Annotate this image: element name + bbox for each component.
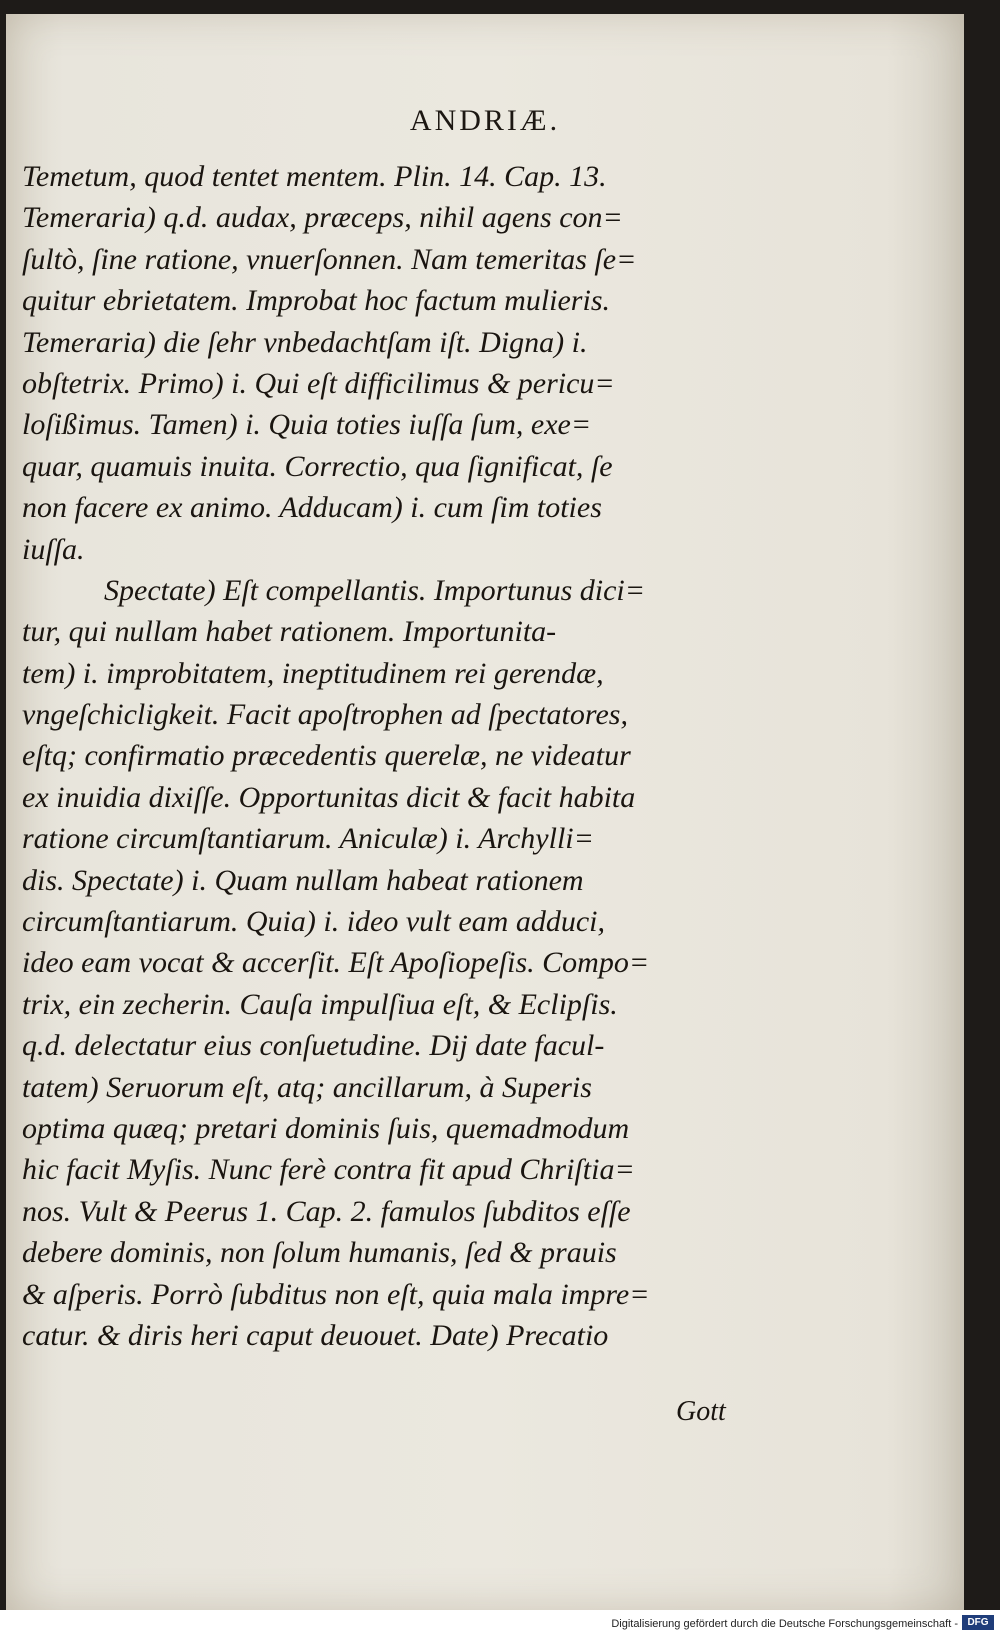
text-line: tem) i. improbitatem, ineptitudinem rei gerendæ,	[22, 656, 604, 690]
text-line: optima quæq; pretari dominis ſuis, quemadmodum	[22, 1111, 630, 1145]
text-line: & aſperis. Porrò ſubditus non eſt, quia mala impre=	[22, 1277, 650, 1311]
text-line: Temetum, quod tentet mentem. Plin. 14. Cap. 13.	[22, 160, 607, 193]
text-line: obſtetrix. Primo) i. Qui eſt difficilimus & pericu=	[22, 366, 615, 400]
text-line: vngeſchicligkeit. Facit apoſtrophen ad ſpectatores,	[22, 698, 628, 732]
text-line: hic facit Myſis. Nunc ferè contra fit apud Chriſtia=	[22, 1153, 635, 1187]
footer-credit: Digitalisierung gefördert durch die Deutsche Forschungsgemeinschaft -	[611, 1618, 958, 1630]
text-line: tatem) Seruorum eſt, atq; ancillarum, à Superis	[22, 1070, 592, 1104]
text-line: quar, quamuis inuita. Correctio, qua ſignificat, ſe	[22, 449, 613, 483]
text-line: ratione circumſtantiarum. Aniculæ) i. Archylli=	[22, 822, 594, 856]
text-line: dis. Spectate) i. Quam nullam habeat rationem	[22, 863, 584, 897]
text-line: ideo eam vocat & accerſit. Eſt Apoſiopeſis. Compo=	[22, 946, 650, 980]
text-line: Temeraria) q.d. audax, præceps, nihil agens con=	[22, 201, 623, 235]
text-line: catur. & diris heri caput deuouet. Date) Precatio	[22, 1318, 609, 1352]
text-line: debere dominis, non ſolum humanis, ſed & prauis	[22, 1236, 617, 1270]
body-text	[22, 156, 742, 1356]
text-line: non facere ex animo. Adducam) i. cum ſim toties	[22, 491, 602, 525]
text-line: Temeraria) die ſehr vnbedachtſam iſt. Digna) i.	[22, 325, 588, 359]
text-line: quitur ebrietatem. Improbat hoc factum mulieris.	[22, 284, 610, 318]
book-page	[6, 14, 964, 1610]
text-line: nos. Vult & Peerus 1. Cap. 2. famulos ſubditos eſſe	[22, 1194, 631, 1228]
text-line: ex inuidia dixiſſe. Opportunitas dicit & facit habita	[22, 780, 636, 814]
text-line: iuſſa.	[22, 532, 85, 566]
text-line: ſultò, ſine ratione, vnuerſonnen. Nam temeritas ſe=	[22, 242, 637, 276]
text-line: Spectate) Eſt compellantis. Importunus dici=	[104, 573, 645, 607]
running-header: ANDRIÆ.	[409, 104, 561, 137]
text-line: circumſtantiarum. Quia) i. ideo vult eam adduci,	[22, 905, 605, 939]
text-line: tur, qui nullam habet rationem. Importunita-	[22, 615, 557, 649]
text-line: loſißimus. Tamen) i. Quia toties iuſſa ſum, exe=	[22, 408, 592, 442]
footer-bar	[0, 1610, 1000, 1634]
dfg-logo: DFG	[962, 1615, 994, 1630]
text-line: trix, ein zecherin. Cauſa impulſiua eſt, & Eclipſis.	[22, 987, 618, 1021]
catchword: Gott	[676, 1396, 726, 1427]
text-line: eſtq; confirmatio præcedentis querelæ, ne videatur	[22, 739, 631, 773]
text-line: q.d. delectatur eius conſuetudine. Dij date facul-	[22, 1029, 605, 1063]
